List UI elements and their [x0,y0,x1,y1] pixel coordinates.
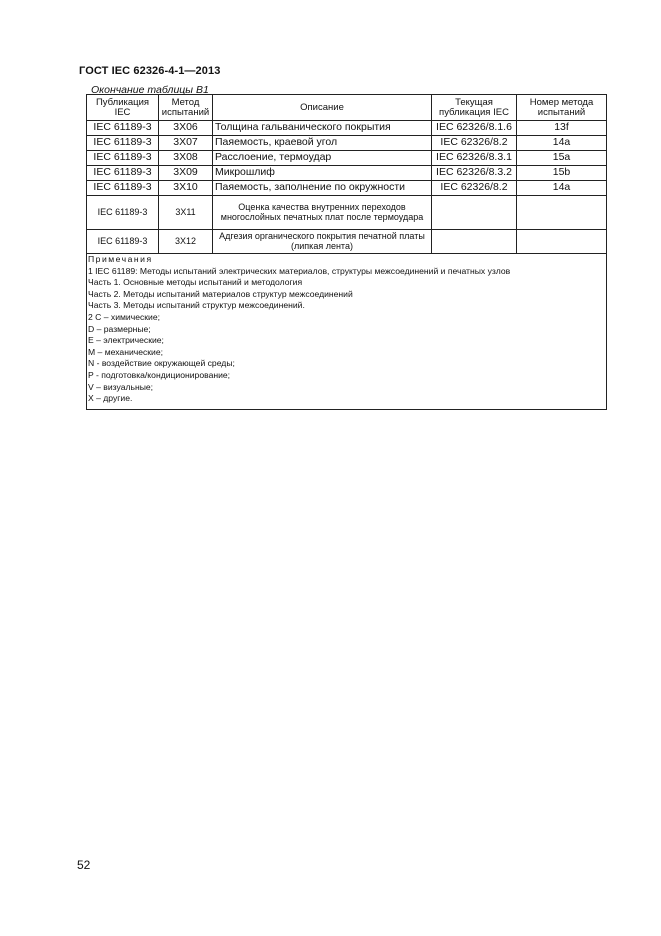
page-number: 52 [77,858,91,872]
cell-description: Адгезия органического покрытия печатной платы (липкая лента) [213,230,432,254]
cell-method: 3X10 [159,181,213,196]
document-header: ГОСТ IEC 62326-4-1—2013 [79,65,221,77]
cell-method: 3X09 [159,166,213,181]
note-line: V – визуальные; [88,381,154,392]
cell-current-publication: IEC 62326/8.3.2 [432,166,517,181]
cell-method: 3X06 [159,121,213,136]
table-row [87,166,607,181]
note-line: Часть 1. Основные методы испытаний и методология [88,277,303,288]
note-line: P - подготовка/кондиционирование; [88,369,231,380]
notes-cell [87,254,607,410]
cell-method: 3X12 [159,230,213,254]
notes-title: Примечания [88,254,153,264]
table-row [87,136,607,151]
note-line: Часть 3. Методы испытаний структур межсоединений. [88,300,305,311]
cell-method-number: 13f [517,121,607,136]
cell-publication: IEC 61189-3 [87,196,159,230]
cell-method: 3X07 [159,136,213,151]
table-caption: Окончание таблицы В1 [91,84,209,96]
note-line: Часть 2. Методы испытаний материалов структур межсоединений [88,288,353,299]
cell-current-publication: IEC 62326/8.2 [432,136,517,151]
column-header-method-number: Номер метода испытаний [517,95,607,121]
table-row [87,230,607,254]
column-header-current-publication: Текущая публикация IEC [432,95,517,121]
note-line: 1 IEC 61189: Методы испытаний электрических материалов, структуры межсоединений и печатных узлов [88,265,511,276]
notes-row [87,254,607,410]
cell-publication: IEC 61189-3 [87,151,159,166]
cell-current-publication: IEC 62326/8.2 [432,181,517,196]
table-row [87,196,607,230]
cell-current-publication [432,230,517,254]
table-row [87,121,607,136]
cell-current-publication: IEC 62326/8.3.1 [432,151,517,166]
cell-method-number: 15b [517,166,607,181]
cell-method-number: 14a [517,181,607,196]
note-line: E – электрические; [88,335,164,346]
note-line: 2 С – химические; [88,311,161,322]
cell-current-publication [432,196,517,230]
cell-publication: IEC 61189-3 [87,121,159,136]
cell-description: Толщина гальванического покрытия [213,121,432,136]
cell-current-publication: IEC 62326/8.1.6 [432,121,517,136]
cell-method-number: 15a [517,151,607,166]
cell-publication: IEC 61189-3 [87,136,159,151]
cell-publication: IEC 61189-3 [87,230,159,254]
cell-description: Расслоение, термоудар [213,151,432,166]
table-row [87,151,607,166]
column-header-method: Метод испытаний [159,95,213,121]
methods-table [86,94,607,410]
table-header-row [87,95,607,121]
note-line: N - воздействие окружающей среды; [88,358,235,369]
cell-method-number [517,230,607,254]
cell-description: Оценка качества внутренних переходов многослойных печатных плат после термоудара [213,196,432,230]
note-line: D – размерные; [88,323,151,334]
note-line: M – механические; [88,346,164,357]
column-header-description: Описание [213,95,432,121]
cell-publication: IEC 61189-3 [87,181,159,196]
cell-method: 3X11 [159,196,213,230]
cell-description: Паяемость, краевой угол [213,136,432,151]
cell-method-number [517,196,607,230]
column-header-publication: Публикация IEC [87,95,159,121]
cell-method: 3X08 [159,151,213,166]
table-row [87,181,607,196]
cell-method-number: 14a [517,136,607,151]
cell-description: Паяемость, заполнение по окружности [213,181,432,196]
note-line: X – другие. [88,393,133,404]
cell-description: Микрошлиф [213,166,432,181]
cell-publication: IEC 61189-3 [87,166,159,181]
